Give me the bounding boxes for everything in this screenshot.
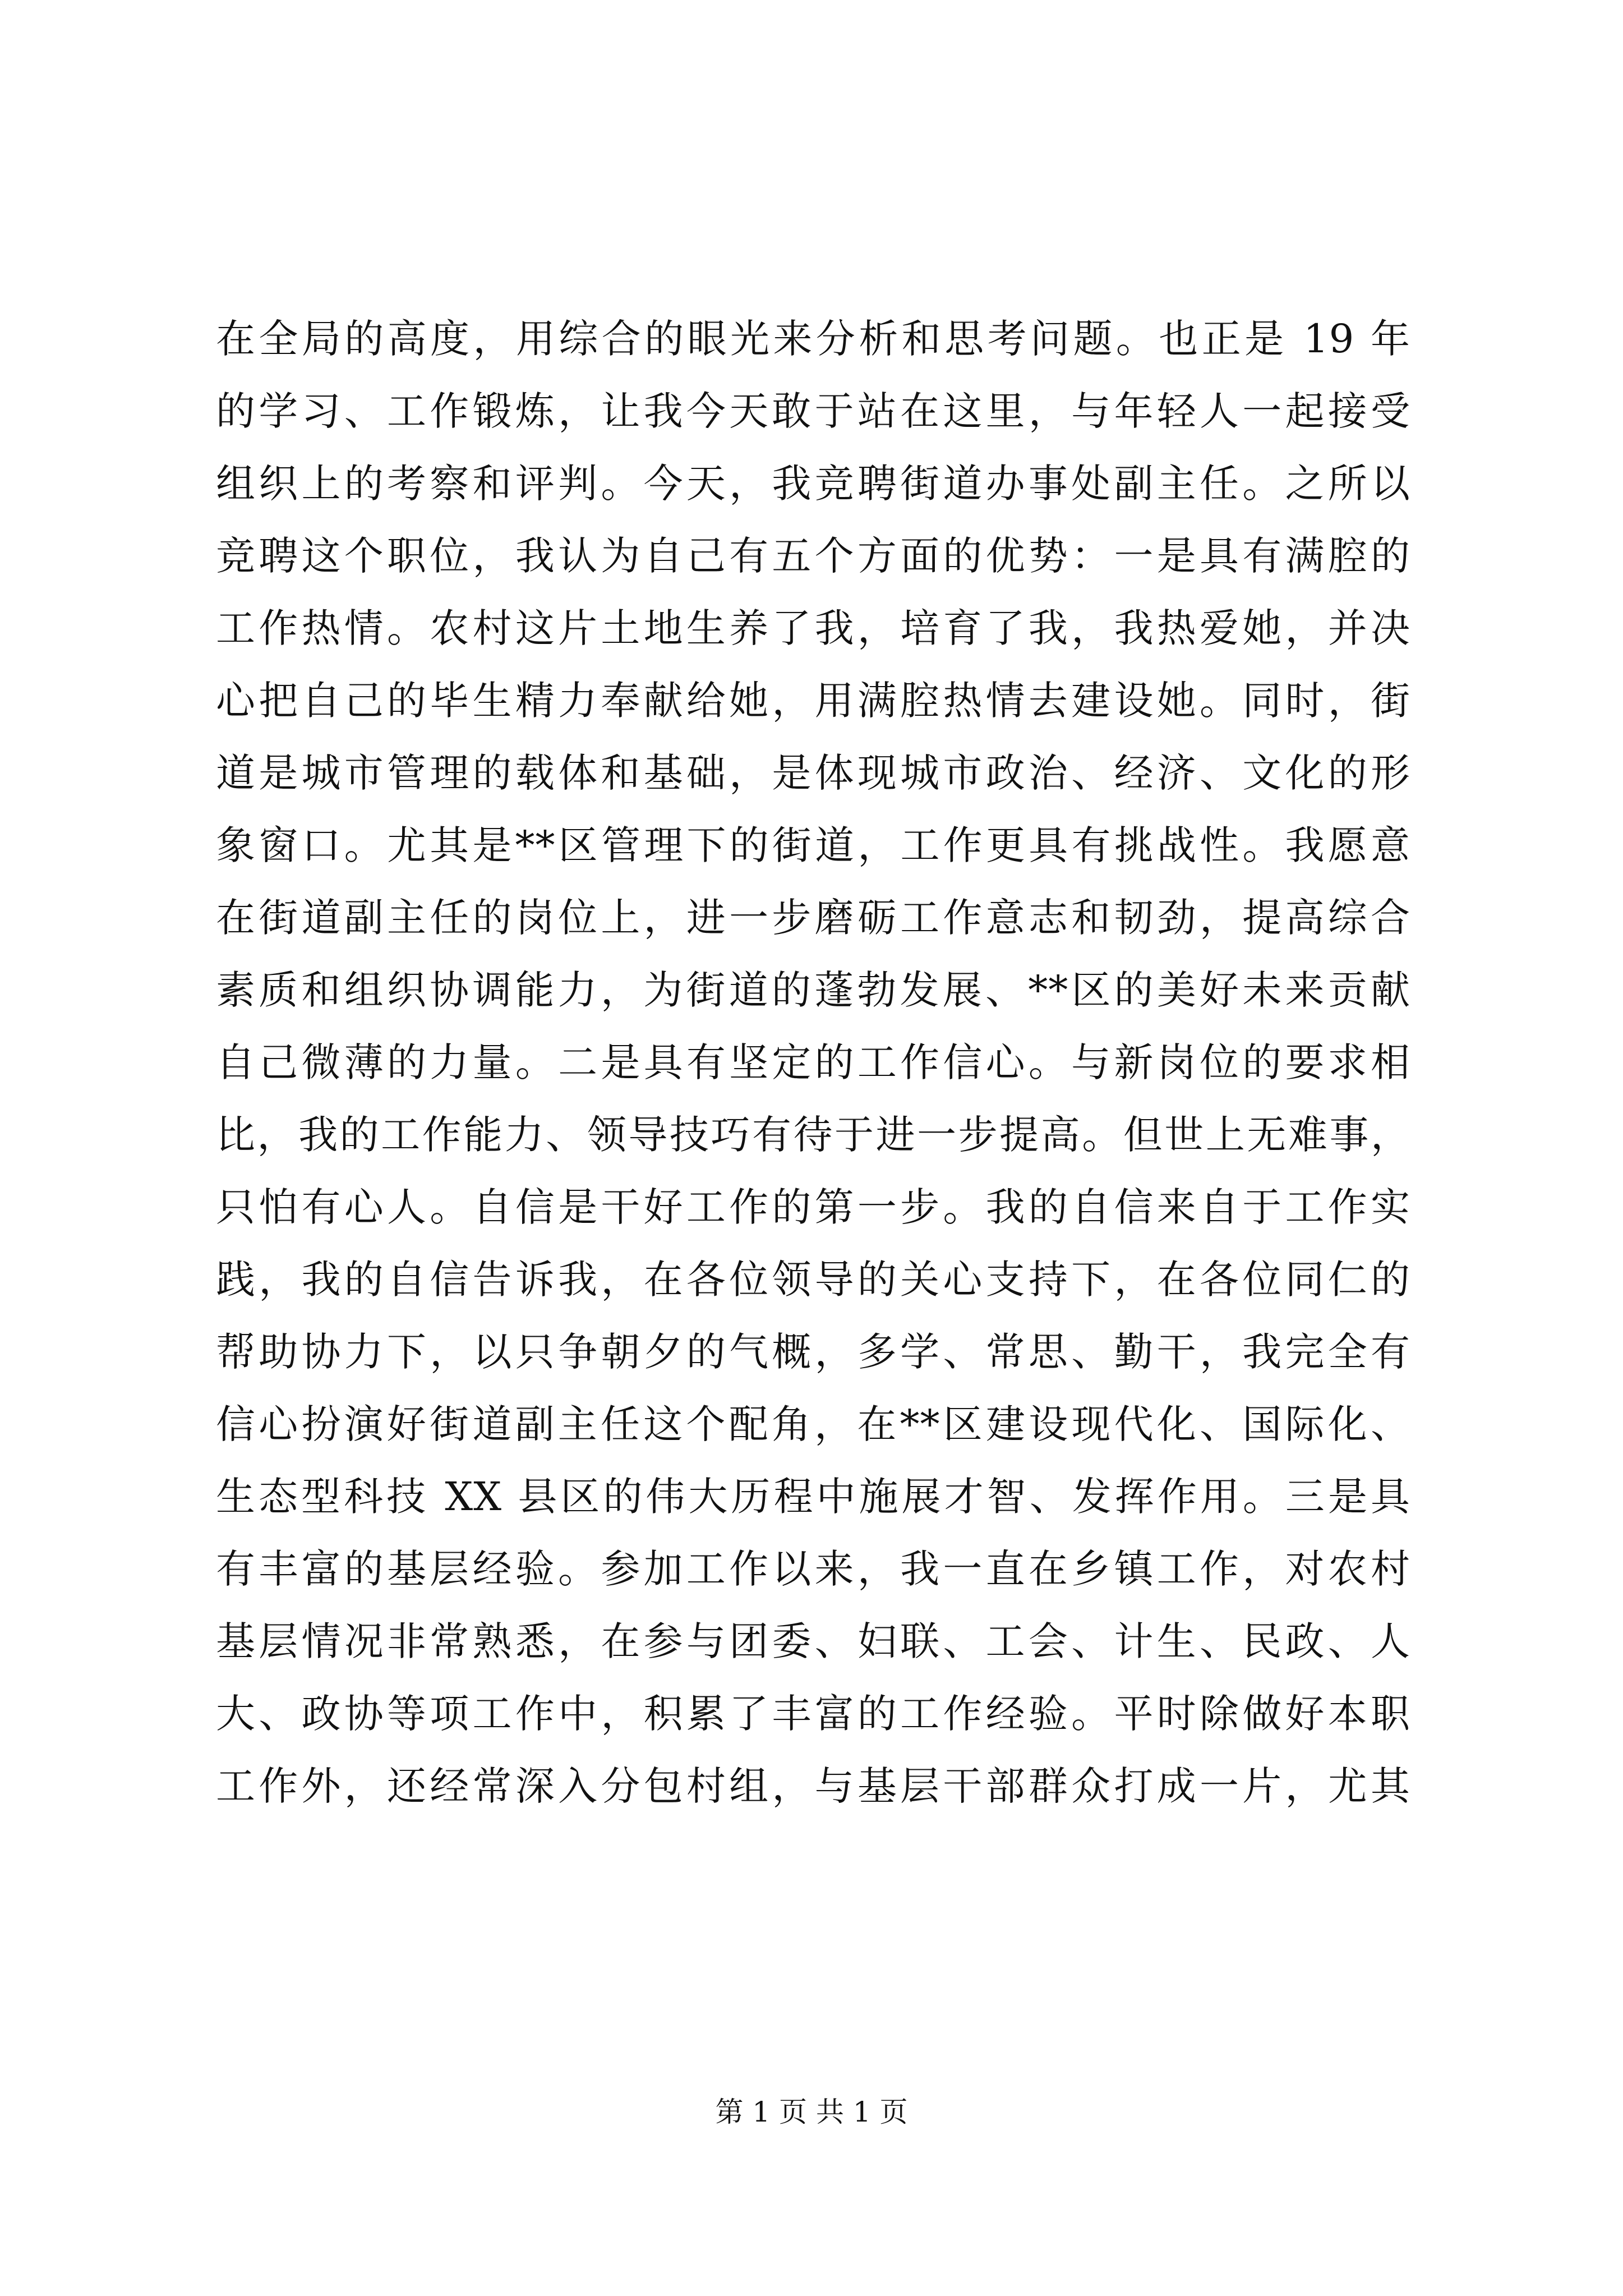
text-line: 在全局的高度，用综合的眼光来分析和思考问题。也正是 19 年 (216, 316, 1410, 362)
text-line: 竞聘这个职位，我认为自己有五个方面的优势：一是具有满腔的 (216, 533, 1410, 579)
text-line: 生态型科技 XX 县区的伟大历程中施展才智、发挥作用。三是具 (216, 1474, 1410, 1520)
text-line: 大、政协等项工作中，积累了丰富的工作经验。平时除做好本职 (216, 1691, 1410, 1737)
text-line: 的学习、工作锻炼，让我今天敢于站在这里，与年轻人一起接受 (216, 388, 1410, 434)
text-line: 践，我的自信告诉我，在各位领导的关心支持下，在各位同仁的 (216, 1257, 1410, 1303)
text-line: 工作外，还经常深入分包村组，与基层干部群众打成一片，尤其 (216, 1763, 1410, 1809)
text-line: 信心扮演好街道副主任这个配角，在**区建设现代化、国际化、 (216, 1401, 1410, 1447)
text-line: 只怕有心人。自信是干好工作的第一步。我的自信来自于工作实 (216, 1184, 1410, 1230)
text-line: 素质和组织协调能力，为街道的蓬勃发展、**区的美好未来贡献 (216, 967, 1410, 1013)
text-line: 象窗口。尤其是**区管理下的街道，工作更具有挑战性。我愿意 (216, 822, 1410, 868)
text-line: 基层情况非常熟悉，在参与团委、妇联、工会、计生、民政、人 (216, 1618, 1410, 1664)
body-text (216, 303, 1410, 1823)
text-line: 帮助协力下，以只争朝夕的气概，多学、常思、勤干，我完全有 (216, 1329, 1410, 1375)
page-footer (0, 2092, 1623, 2132)
text-line: 工作热情。农村这片土地生养了我，培育了我，我热爱她，并决 (216, 605, 1410, 651)
text-line: 比，我的工作能力、领导技巧有待于进一步提高。但世上无难事， (216, 1112, 1410, 1158)
text-line: 自己微薄的力量。二是具有坚定的工作信心。与新岗位的要求相 (216, 1039, 1410, 1085)
text-line: 道是城市管理的载体和基础，是体现城市政治、经济、文化的形 (216, 750, 1410, 796)
text-line: 心把自己的毕生精力奉献给她，用满腔热情去建设她。同时，街 (216, 678, 1410, 724)
text-line: 组织上的考察和评判。今天，我竞聘街道办事处副主任。之所以 (216, 461, 1410, 507)
page-number-label: 第 1 页 共 1 页 (715, 2096, 908, 2128)
text-line: 有丰富的基层经验。参加工作以来，我一直在乡镇工作，对农村 (216, 1546, 1410, 1592)
text-line: 在街道副主任的岗位上，进一步磨砺工作意志和韧劲，提高综合 (216, 895, 1410, 941)
